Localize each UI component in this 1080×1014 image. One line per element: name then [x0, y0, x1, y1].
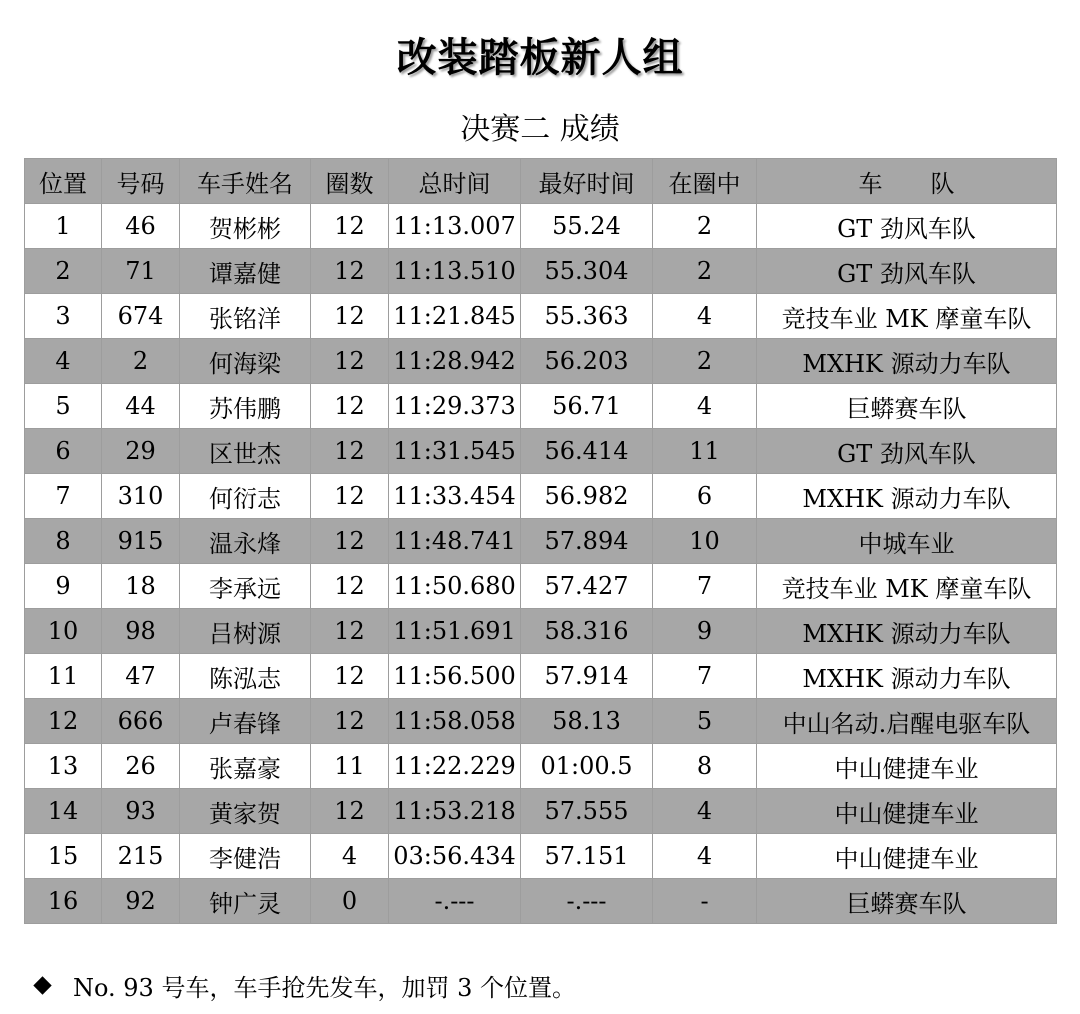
- cell-col-team: 巨蟒赛车队: [757, 384, 1057, 429]
- table-body: [25, 204, 1057, 924]
- cell-col-best-lap: 11: [653, 429, 757, 474]
- header-col-best-time: 最好时间: [521, 159, 653, 204]
- header-col-total-time: 总时间: [389, 159, 521, 204]
- cell-col-team: 中山名动.启醒电驱车队: [757, 699, 1057, 744]
- cell-col-number: 46: [102, 204, 180, 249]
- cell-col-position: 6: [25, 429, 102, 474]
- cell-col-laps: 12: [311, 474, 389, 519]
- cell-col-driver-name: 李承远: [180, 564, 311, 609]
- cell-col-number: 92: [102, 879, 180, 924]
- cell-col-position: 13: [25, 744, 102, 789]
- cell-col-team: GT 劲风车队: [757, 204, 1057, 249]
- header-col-number: 号码: [102, 159, 180, 204]
- table-row: [25, 564, 1057, 609]
- cell-col-total-time: 11:22.229: [389, 744, 521, 789]
- cell-col-number: 310: [102, 474, 180, 519]
- cell-col-best-lap: -: [653, 879, 757, 924]
- cell-col-number: 215: [102, 834, 180, 879]
- page-title: 改装踏板新人组: [396, 34, 684, 81]
- penalty-note-text: No. 93 号车，车手抢先发车，加罚 3 个位置。: [73, 974, 576, 1002]
- cell-col-number: 47: [102, 654, 180, 699]
- table-row: [25, 474, 1057, 519]
- table-row: [25, 429, 1057, 474]
- cell-col-best-lap: 2: [653, 204, 757, 249]
- cell-col-driver-name: 张铭洋: [180, 294, 311, 339]
- cell-col-driver-name: 区世杰: [180, 429, 311, 474]
- cell-col-best-lap: 2: [653, 339, 757, 384]
- cell-col-position: 10: [25, 609, 102, 654]
- cell-col-driver-name: 何海梁: [180, 339, 311, 384]
- cell-col-driver-name: 苏伟鹏: [180, 384, 311, 429]
- cell-col-laps: 12: [311, 384, 389, 429]
- cell-col-best-time: 58.316: [521, 609, 653, 654]
- cell-col-position: 9: [25, 564, 102, 609]
- table-row: [25, 519, 1057, 564]
- cell-col-total-time: 11:50.680: [389, 564, 521, 609]
- cell-col-laps: 12: [311, 294, 389, 339]
- cell-col-driver-name: 谭嘉健: [180, 249, 311, 294]
- cell-col-laps: 12: [311, 609, 389, 654]
- cell-col-best-time: 57.894: [521, 519, 653, 564]
- cell-col-position: 2: [25, 249, 102, 294]
- cell-col-laps: 12: [311, 699, 389, 744]
- penalty-note: [32, 968, 576, 1003]
- cell-col-position: 12: [25, 699, 102, 744]
- cell-col-driver-name: 李健浩: [180, 834, 311, 879]
- cell-col-number: 93: [102, 789, 180, 834]
- cell-col-laps: 12: [311, 654, 389, 699]
- cell-col-best-lap: 9: [653, 609, 757, 654]
- cell-col-total-time: 11:31.545: [389, 429, 521, 474]
- cell-col-team: GT 劲风车队: [757, 249, 1057, 294]
- cell-col-driver-name: 贺彬彬: [180, 204, 311, 249]
- cell-col-total-time: 03:56.434: [389, 834, 521, 879]
- cell-col-driver-name: 温永烽: [180, 519, 311, 564]
- cell-col-best-time: 57.427: [521, 564, 653, 609]
- cell-col-position: 1: [25, 204, 102, 249]
- cell-col-best-lap: 5: [653, 699, 757, 744]
- cell-col-best-lap: 10: [653, 519, 757, 564]
- cell-col-best-time: -.---: [521, 879, 653, 924]
- cell-col-driver-name: 陈泓志: [180, 654, 311, 699]
- table-row: [25, 789, 1057, 834]
- cell-col-team: 巨蟒赛车队: [757, 879, 1057, 924]
- cell-col-position: 16: [25, 879, 102, 924]
- cell-col-team: 中山健捷车业: [757, 834, 1057, 879]
- cell-col-best-lap: 8: [653, 744, 757, 789]
- cell-col-best-time: 56.982: [521, 474, 653, 519]
- cell-col-driver-name: 何衍志: [180, 474, 311, 519]
- cell-col-number: 44: [102, 384, 180, 429]
- cell-col-team: 竞技车业 MK 摩童车队: [757, 294, 1057, 339]
- cell-col-team: MXHK 源动力车队: [757, 654, 1057, 699]
- cell-col-driver-name: 卢春锋: [180, 699, 311, 744]
- results-table: [24, 158, 1057, 924]
- cell-col-total-time: 11:33.454: [389, 474, 521, 519]
- cell-col-number: 666: [102, 699, 180, 744]
- cell-col-position: 3: [25, 294, 102, 339]
- cell-col-number: 26: [102, 744, 180, 789]
- cell-col-best-time: 57.151: [521, 834, 653, 879]
- header-col-team: 车 队: [757, 159, 1057, 204]
- cell-col-driver-name: 黄家贺: [180, 789, 311, 834]
- table-row: [25, 654, 1057, 699]
- table-row: [25, 204, 1057, 249]
- header-col-driver-name: 车手姓名: [180, 159, 311, 204]
- cell-col-laps: 12: [311, 789, 389, 834]
- cell-col-laps: 12: [311, 429, 389, 474]
- table-row: [25, 699, 1057, 744]
- cell-col-team: GT 劲风车队: [757, 429, 1057, 474]
- cell-col-best-lap: 4: [653, 294, 757, 339]
- table-row: [25, 744, 1057, 789]
- cell-col-total-time: 11:13.007: [389, 204, 521, 249]
- cell-col-position: 8: [25, 519, 102, 564]
- cell-col-laps: 12: [311, 519, 389, 564]
- cell-col-team: MXHK 源动力车队: [757, 609, 1057, 654]
- cell-col-number: 674: [102, 294, 180, 339]
- cell-col-number: 98: [102, 609, 180, 654]
- cell-col-position: 7: [25, 474, 102, 519]
- cell-col-laps: 12: [311, 204, 389, 249]
- cell-col-laps: 12: [311, 564, 389, 609]
- cell-col-driver-name: 张嘉豪: [180, 744, 311, 789]
- diamond-bullet-icon: [33, 976, 51, 994]
- cell-col-driver-name: 吕树源: [180, 609, 311, 654]
- table-row: [25, 879, 1057, 924]
- cell-col-number: 18: [102, 564, 180, 609]
- cell-col-team: MXHK 源动力车队: [757, 474, 1057, 519]
- cell-col-total-time: -.---: [389, 879, 521, 924]
- cell-col-total-time: 11:13.510: [389, 249, 521, 294]
- header-col-best-lap: 在圈中: [653, 159, 757, 204]
- header-col-position: 位置: [25, 159, 102, 204]
- table-row: [25, 339, 1057, 384]
- header-col-laps: 圈数: [311, 159, 389, 204]
- cell-col-total-time: 11:58.058: [389, 699, 521, 744]
- cell-col-team: 中城车业: [757, 519, 1057, 564]
- cell-col-team: MXHK 源动力车队: [757, 339, 1057, 384]
- cell-col-total-time: 11:53.218: [389, 789, 521, 834]
- cell-col-best-time: 55.363: [521, 294, 653, 339]
- cell-col-position: 15: [25, 834, 102, 879]
- cell-col-total-time: 11:28.942: [389, 339, 521, 384]
- cell-col-number: 29: [102, 429, 180, 474]
- cell-col-best-lap: 6: [653, 474, 757, 519]
- cell-col-team: 竞技车业 MK 摩童车队: [757, 564, 1057, 609]
- cell-col-total-time: 11:21.845: [389, 294, 521, 339]
- cell-col-total-time: 11:48.741: [389, 519, 521, 564]
- cell-col-best-time: 57.914: [521, 654, 653, 699]
- cell-col-total-time: 11:56.500: [389, 654, 521, 699]
- table-row: [25, 834, 1057, 879]
- cell-col-best-lap: 2: [653, 249, 757, 294]
- cell-col-best-time: 56.414: [521, 429, 653, 474]
- cell-col-laps: 12: [311, 249, 389, 294]
- cell-col-total-time: 11:51.691: [389, 609, 521, 654]
- cell-col-position: 11: [25, 654, 102, 699]
- cell-col-best-lap: 7: [653, 654, 757, 699]
- cell-col-best-time: 56.71: [521, 384, 653, 429]
- cell-col-team: 中山健捷车业: [757, 789, 1057, 834]
- cell-col-best-time: 55.24: [521, 204, 653, 249]
- page-subtitle: 决赛二 成绩: [460, 112, 620, 147]
- cell-col-laps: 0: [311, 879, 389, 924]
- cell-col-best-time: 58.13: [521, 699, 653, 744]
- table-row: [25, 609, 1057, 654]
- table-row: [25, 249, 1057, 294]
- table-row: [25, 294, 1057, 339]
- cell-col-laps: 12: [311, 339, 389, 384]
- cell-col-team: 中山健捷车业: [757, 744, 1057, 789]
- cell-col-position: 14: [25, 789, 102, 834]
- cell-col-best-time: 57.555: [521, 789, 653, 834]
- table-row: [25, 384, 1057, 429]
- cell-col-best-lap: 4: [653, 834, 757, 879]
- cell-col-number: 915: [102, 519, 180, 564]
- cell-col-best-lap: 7: [653, 564, 757, 609]
- cell-col-number: 71: [102, 249, 180, 294]
- cell-col-number: 2: [102, 339, 180, 384]
- table-header-row: [25, 159, 1057, 204]
- cell-col-laps: 11: [311, 744, 389, 789]
- cell-col-total-time: 11:29.373: [389, 384, 521, 429]
- cell-col-best-time: 01:00.5: [521, 744, 653, 789]
- cell-col-laps: 4: [311, 834, 389, 879]
- cell-col-best-time: 56.203: [521, 339, 653, 384]
- cell-col-best-lap: 4: [653, 789, 757, 834]
- cell-col-position: 5: [25, 384, 102, 429]
- cell-col-best-lap: 4: [653, 384, 757, 429]
- cell-col-driver-name: 钟广灵: [180, 879, 311, 924]
- cell-col-position: 4: [25, 339, 102, 384]
- cell-col-best-time: 55.304: [521, 249, 653, 294]
